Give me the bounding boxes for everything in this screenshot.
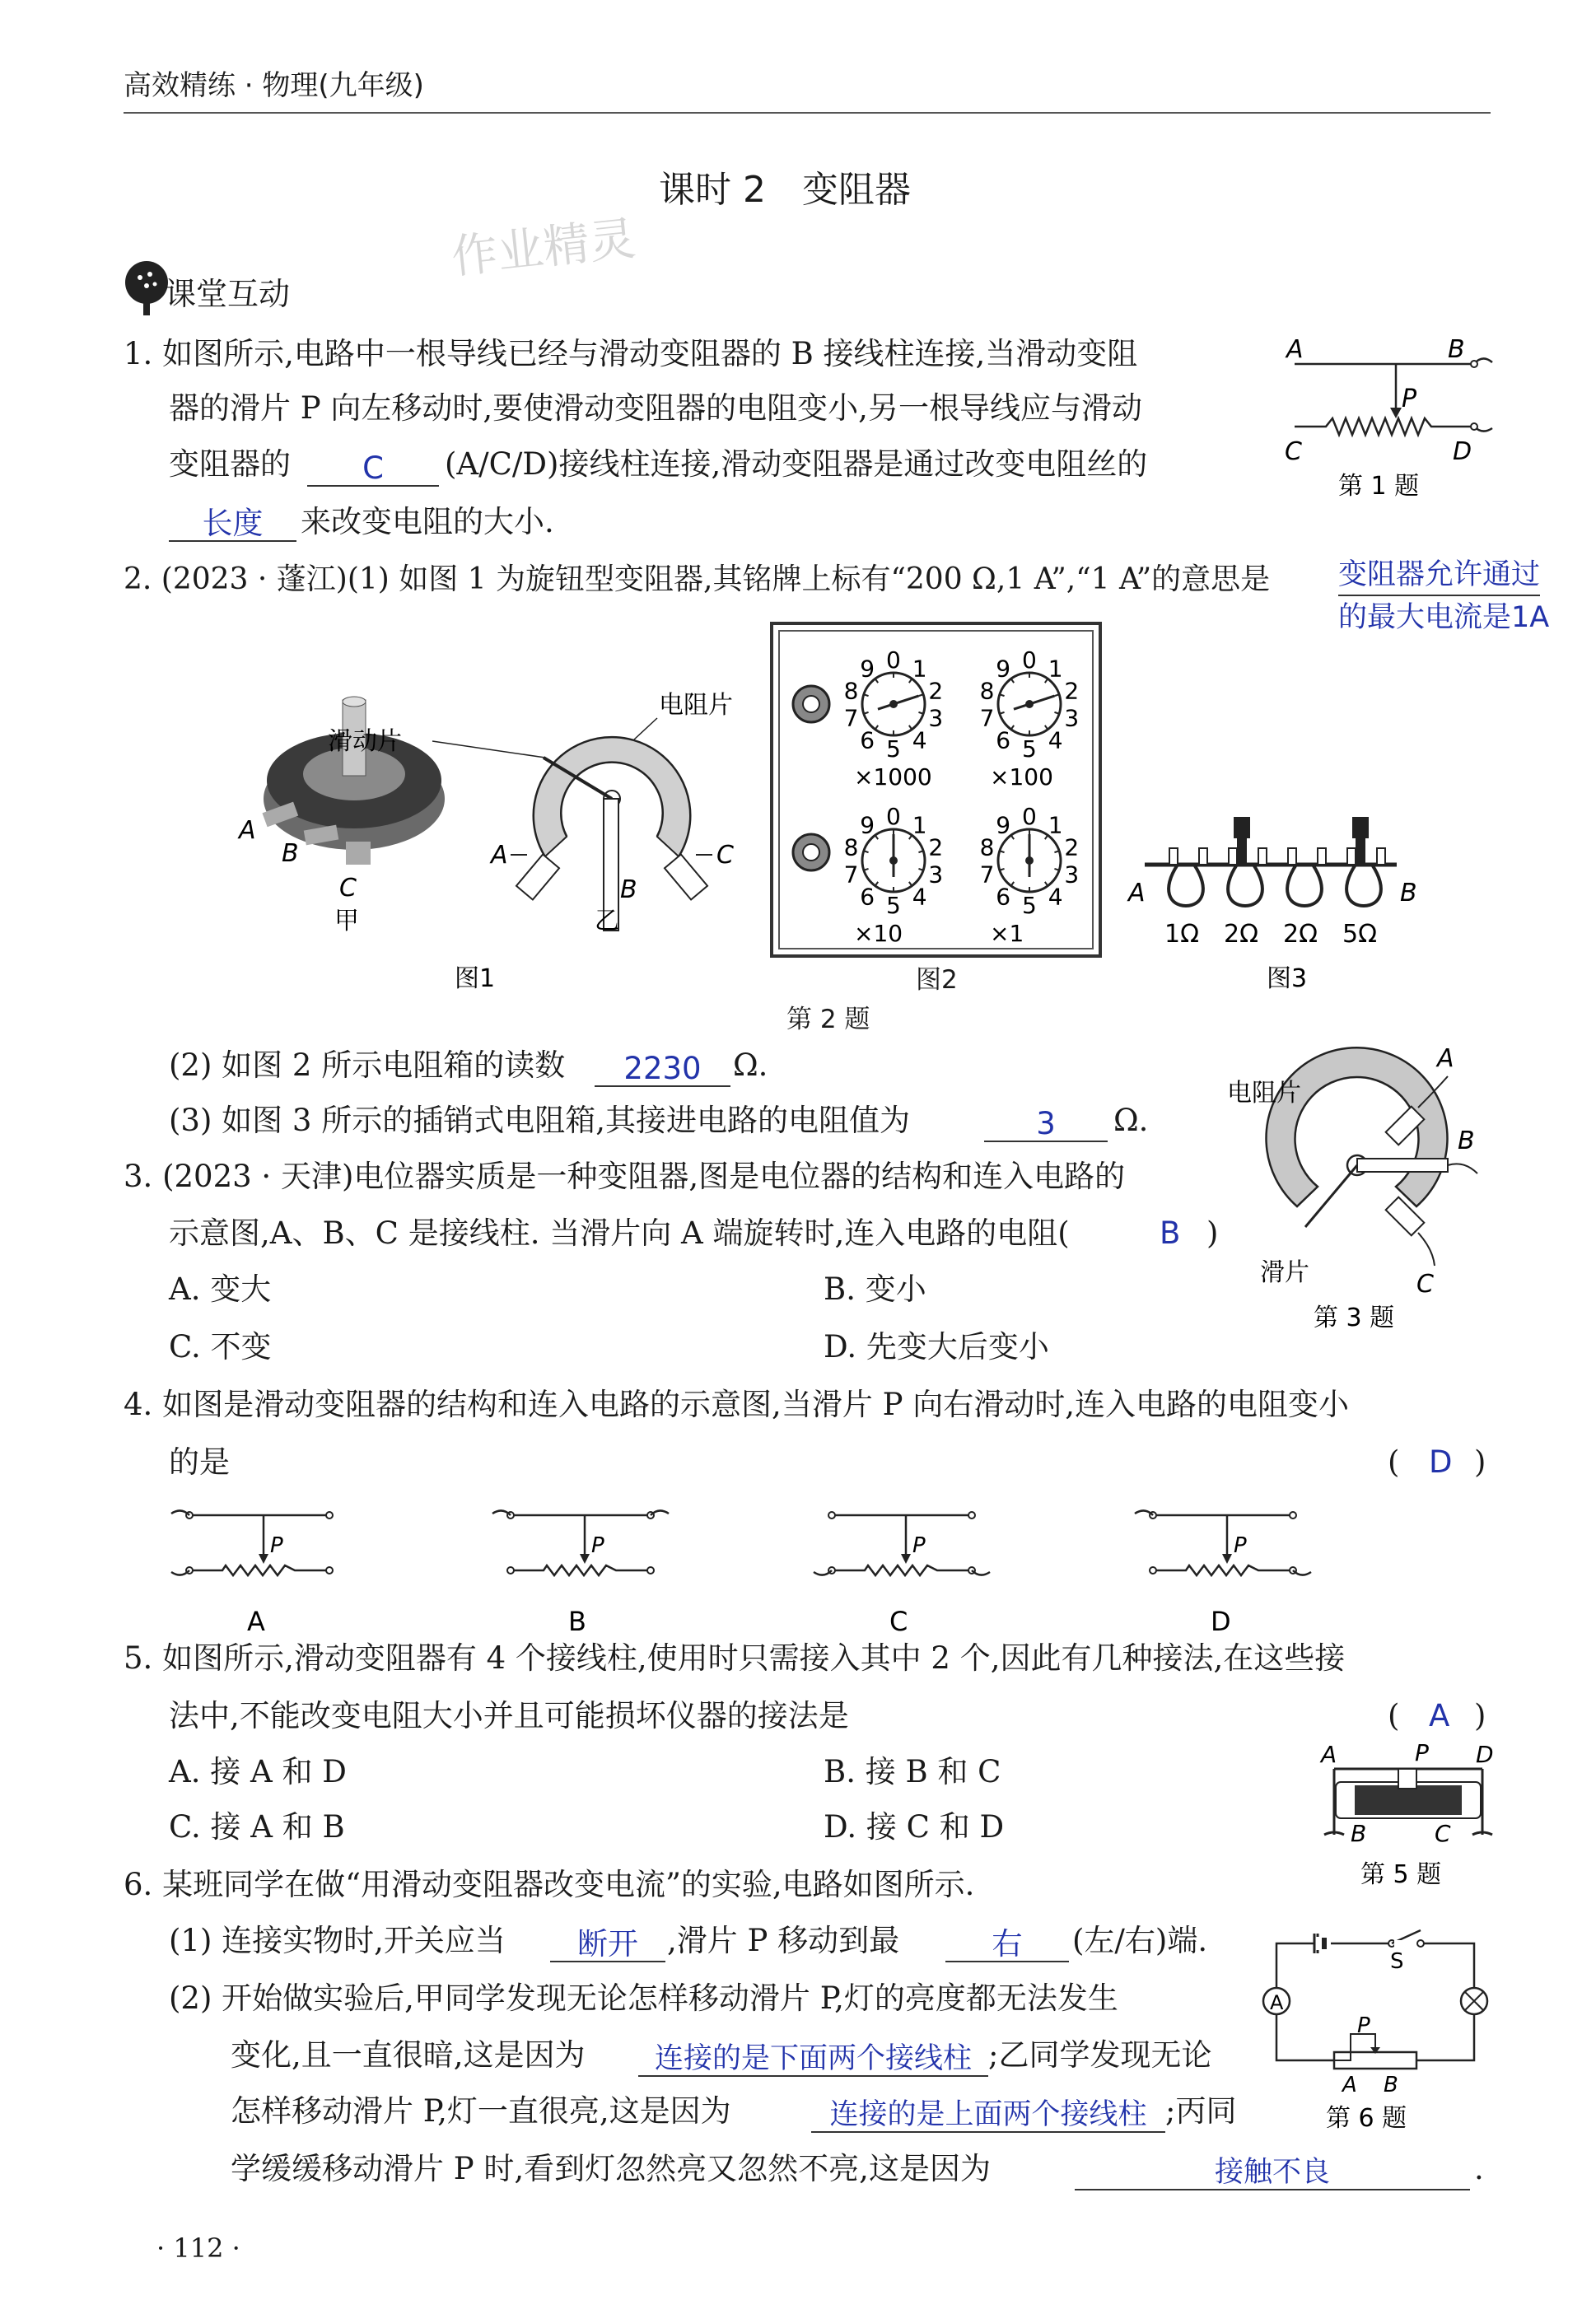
- fig2-digit: 3: [928, 704, 944, 732]
- q4-open: (: [1388, 1444, 1400, 1480]
- q3-fig-label-b: B: [1458, 1127, 1475, 1155]
- q3-option-d[interactable]: D. 先变大后变小: [824, 1329, 1049, 1365]
- q4-label-p: P: [1234, 1533, 1247, 1558]
- fig2-digit: 3: [1064, 704, 1080, 732]
- q4-slider-tip: [259, 1554, 268, 1564]
- q3-fig-sheet: 电阻片: [1227, 1079, 1301, 1108]
- fig3-value-2: 2Ω: [1224, 920, 1259, 949]
- q4-coil: [511, 1565, 651, 1575]
- header-rule: [124, 112, 1491, 114]
- fig2-digit: 1: [912, 655, 927, 683]
- q2-part2-unit: Ω.: [733, 1047, 768, 1083]
- fig2-digit: 6: [860, 726, 875, 754]
- fig2-digit: 0: [886, 646, 901, 674]
- fig2-terminal-core: [803, 696, 819, 712]
- q2-fig1: [239, 683, 766, 1005]
- fig2-digit: 4: [1048, 883, 1063, 911]
- fig2-digit: 8: [979, 677, 995, 705]
- q4-option-label[interactable]: B: [568, 1606, 586, 1637]
- fig2-digit: 4: [1048, 726, 1063, 754]
- q4-option-label[interactable]: A: [247, 1606, 265, 1637]
- q3-option-a[interactable]: A. 变大: [169, 1271, 272, 1307]
- q1-fig-label-b: B: [1448, 335, 1465, 364]
- q4-option-label[interactable]: D: [1211, 1606, 1231, 1637]
- q2-fig3: [1128, 807, 1425, 996]
- fig2-digit: 2: [928, 833, 944, 861]
- q1-fig-label-a: A: [1286, 335, 1304, 364]
- rotary-resistor-diagram: [511, 737, 712, 931]
- q4-option-label[interactable]: C: [889, 1606, 908, 1637]
- q6-part2-line3b: ;丙同: [1165, 2093, 1237, 2129]
- q6-part2-line4a: 学缓缓移动滑片 P 时,看到灯忽然亮又忽然不亮,这是因为: [231, 2151, 991, 2186]
- q6-fig-ammeter: A: [1270, 1991, 1284, 2014]
- fig2-digit: 0: [886, 803, 901, 830]
- q6-part1-answer1: 断开: [577, 1926, 638, 1962]
- fig2-multiplier: ×10: [854, 920, 903, 947]
- fig2-multiplier: ×1000: [854, 763, 932, 791]
- q2-part3-unit: Ω.: [1113, 1103, 1149, 1138]
- q4-terminal: [1290, 1512, 1296, 1519]
- q4-slider-tip: [1222, 1554, 1232, 1564]
- q4-line1: 4. 如图是滑动变阻器的结构和连入电路的示意图,当滑片 P 向右滑动时,连入电路的电阻变小: [124, 1387, 1350, 1422]
- q2-answer-a: 变阻器允许通过: [1338, 555, 1540, 596]
- fig1-label-c: C: [716, 841, 734, 870]
- q4-line2: 的是: [169, 1444, 230, 1480]
- fig2-digit: 2: [928, 677, 944, 705]
- q5-option-b[interactable]: B. 接 B 和 C: [824, 1754, 1001, 1789]
- fig2-digit: 2: [1064, 677, 1080, 705]
- q1-line4: 来改变电阻的大小.: [301, 504, 554, 539]
- q6-figure: [1260, 1919, 1499, 2133]
- fig1-yi: 乙: [595, 907, 619, 935]
- q2-part3-text: (3) 如图 3 所示的插销式电阻箱,其接进电路的电阻值为: [169, 1103, 910, 1138]
- q3-fig-slider: 滑片: [1260, 1258, 1309, 1287]
- q2-part2-blank[interactable]: [595, 1049, 730, 1087]
- fig1-label-c-photo: C: [339, 874, 357, 903]
- fig2-multiplier: ×1: [990, 920, 1024, 947]
- fig1-slider-label: 滑动片: [328, 727, 402, 756]
- q6-fig-a: A: [1342, 2073, 1357, 2097]
- q4-terminal: [647, 1567, 654, 1574]
- q2-caption: 第 2 题: [786, 1005, 870, 1034]
- q2-line1: 2. (2023 · 蓬江)(1) 如图 1 为旋钮型变阻器,其铭牌上标有“200 Ω,1 A”,“1 A”的意思是: [124, 562, 1271, 596]
- q5-option-c[interactable]: C. 接 A 和 B: [169, 1809, 345, 1845]
- q4-coil: [189, 1565, 329, 1575]
- q4-terminal: [828, 1512, 835, 1519]
- fig2-digit: 1: [1048, 655, 1063, 683]
- q3-option-b[interactable]: B. 变小: [824, 1271, 926, 1307]
- q2-fig2-dials: [770, 622, 1099, 1009]
- q6-fig-b: B: [1384, 2073, 1398, 2097]
- q4-terminal: [326, 1512, 333, 1519]
- q4-option-figures: [165, 1495, 1515, 1639]
- q1-line1: 1. 如图所示,电路中一根导线已经与滑动变阻器的 B 接线柱连接,当滑动变阻: [124, 336, 1138, 371]
- q3-option-c[interactable]: C. 不变: [169, 1329, 272, 1365]
- q5-fig-label-b: B: [1351, 1820, 1367, 1847]
- fig2-digit: 3: [928, 861, 944, 889]
- q6-fig-caption: 第 6 题: [1326, 2104, 1407, 2133]
- fig2-caption: 图2: [916, 965, 958, 995]
- q3-fig-label-a: A: [1437, 1044, 1454, 1073]
- q4-terminal: [326, 1567, 333, 1574]
- fig2-digit: 9: [996, 655, 1011, 683]
- q6-part2-line4b: .: [1474, 2151, 1484, 2186]
- fig1-jia: 甲: [334, 907, 359, 935]
- plug-cells: [1169, 817, 1385, 906]
- q1-answer1-blank[interactable]: [307, 449, 439, 487]
- q1-answer2-blank[interactable]: [169, 504, 296, 542]
- q6-part1-b: ,滑片 P 移动到最: [667, 1923, 900, 1958]
- fig2-digit: 8: [843, 833, 859, 861]
- fig3-value-4: 5Ω: [1342, 920, 1378, 949]
- q5-fig-label-d: D: [1476, 1741, 1494, 1768]
- tree-icon: [122, 259, 171, 317]
- fig2-digit: 1: [1048, 811, 1063, 839]
- fig2-digit: 7: [843, 861, 859, 889]
- q4-label-p: P: [270, 1533, 283, 1558]
- q1-line3b: (A/C/D)接线柱连接,滑动变阻器是通过改变电阻丝的: [445, 446, 1148, 482]
- q6-fig-p: P: [1357, 2013, 1370, 2038]
- fig2-digit: 5: [1022, 892, 1037, 919]
- fig2-digit: 9: [860, 655, 875, 683]
- fig3-label-b: B: [1400, 879, 1417, 907]
- fig2-digit: 0: [1022, 646, 1037, 674]
- q5-option-a[interactable]: A. 接 A 和 D: [169, 1754, 347, 1789]
- q2-part3-blank[interactable]: [984, 1104, 1108, 1142]
- q1-line2: 器的滑片 P 向左移动时,要使滑动变阻器的电阻变小,另一根导线应与滑动: [169, 390, 1142, 426]
- fig2-digit: 9: [860, 811, 875, 839]
- q5-figure: [1318, 1739, 1507, 1892]
- q3-answer: B: [1160, 1215, 1181, 1251]
- q4-label-p: P: [912, 1533, 926, 1558]
- fig1-label-b-photo: B: [282, 839, 299, 868]
- fig2-digit: 3: [1064, 861, 1080, 889]
- fig3-value-1: 1Ω: [1164, 920, 1200, 949]
- fig1-label-a-photo: A: [239, 816, 256, 845]
- q3-fig-caption: 第 3 题: [1314, 1304, 1395, 1332]
- q1-fig-caption: 第 1 题: [1338, 472, 1420, 501]
- q5-close: ): [1474, 1698, 1486, 1733]
- q6-part2-answer3: 接触不良: [1214, 2156, 1330, 2189]
- q5-fig-caption: 第 5 题: [1360, 1860, 1442, 1889]
- q4-coil: [832, 1565, 972, 1575]
- q5-fig-label-c: C: [1435, 1820, 1451, 1847]
- q3-close: ): [1206, 1215, 1219, 1251]
- fig1-label-a: A: [491, 841, 508, 870]
- q1-fig-label-c: C: [1285, 437, 1302, 466]
- fig2-digit: 5: [886, 892, 901, 919]
- fig3-caption: 图3: [1267, 964, 1308, 993]
- fig2-digit: 0: [1022, 803, 1037, 830]
- section-heading: 课堂互动: [165, 276, 291, 312]
- q6-part1-answer2: 右: [992, 1926, 1023, 1962]
- q3-figure: [1227, 1042, 1499, 1338]
- fig2-digit: 4: [912, 883, 927, 911]
- fig2-digit: 7: [979, 704, 995, 732]
- fig2-digit: 4: [912, 726, 927, 754]
- q6-part2-line3a: 怎样移动滑片 P,灯一直很亮,这是因为: [231, 2093, 731, 2129]
- fig2-digit: 6: [860, 883, 875, 911]
- book-header: 高效精练 · 物理(九年级): [124, 69, 424, 102]
- q6-part2-blank2[interactable]: [811, 2095, 1165, 2133]
- q2-answer-b: 的最大电流是1A: [1338, 601, 1550, 634]
- q5-line1: 5. 如图所示,滑动变阻器有 4 个接线柱,使用时只需接入其中 2 个,因此有几种接法,在这些接: [124, 1640, 1346, 1676]
- fig1-caption: 图1: [455, 964, 496, 993]
- q5-option-d[interactable]: D. 接 C 和 D: [824, 1809, 1005, 1845]
- q6-part2-answer1: 连接的是下面两个接线柱: [654, 2042, 972, 2075]
- q4-slider-tip: [901, 1554, 911, 1564]
- fig2-digit: 9: [996, 811, 1011, 839]
- fig2-digit: 7: [843, 704, 859, 732]
- q2-part2-text: (2) 如图 2 所示电阻箱的读数: [169, 1047, 566, 1083]
- fig2-digit: 8: [843, 677, 859, 705]
- q6-part2-blank1[interactable]: [638, 2039, 988, 2077]
- watermark: 作业精灵: [449, 212, 638, 285]
- q6-part2-line2b: ;乙同学发现无论: [988, 2037, 1212, 2073]
- q4-slider-tip: [580, 1554, 590, 1564]
- q5-fig-label-p: P: [1415, 1739, 1429, 1766]
- q4-label-p: P: [591, 1533, 604, 1558]
- q6-part2-answer2: 连接的是上面两个接线柱: [829, 2098, 1147, 2131]
- q3-line1: 3. (2023 · 天津)电位器实质是一种变阻器,图是电位器的结构和连入电路的: [124, 1159, 1126, 1194]
- q4-close: ): [1474, 1444, 1486, 1480]
- q4-terminal: [968, 1512, 975, 1519]
- fig2-digit: 7: [979, 861, 995, 889]
- q5-line2: 法中,不能改变电阻大小并且可能损坏仪器的接法是: [169, 1698, 849, 1733]
- q6-part1-blank2[interactable]: [945, 1924, 1069, 1962]
- fig3-value-3: 2Ω: [1283, 920, 1318, 949]
- q6-line1: 6. 某班同学在做“用滑动变阻器改变电流”的实验,电路如图所示.: [124, 1867, 975, 1902]
- q1-fig-label-p: P: [1402, 385, 1417, 413]
- q6-part2-line1: (2) 开始做实验后,甲同学发现无论怎样移动滑片 P,灯的亮度都无法发生: [169, 1980, 1118, 2016]
- q5-answer: A: [1429, 1698, 1450, 1733]
- q3-fig-label-c: C: [1416, 1270, 1434, 1299]
- fig3-label-a: A: [1128, 879, 1146, 907]
- q2-part2-answer: 2230: [623, 1051, 702, 1086]
- q3-line2: 示意图,A、B、C 是接线柱. 当滑片向 A 端旋转时,连入电路的电阻(: [169, 1215, 1070, 1251]
- q5-open: (: [1388, 1698, 1400, 1733]
- fig2-digit: 5: [1022, 735, 1037, 763]
- fig2-digit: 6: [996, 883, 1011, 911]
- q6-part1-c: (左/右)端.: [1072, 1923, 1208, 1958]
- fig2-multiplier: ×100: [990, 763, 1053, 791]
- q5-fig-label-a: A: [1321, 1741, 1337, 1768]
- q2-part3-answer: 3: [1036, 1106, 1056, 1141]
- q1-answer1: C: [362, 450, 384, 486]
- fig2-digit: 8: [979, 833, 995, 861]
- q4-terminal: [507, 1567, 514, 1574]
- q6-part1-blank1[interactable]: [550, 1924, 665, 1962]
- q4-coil: [1153, 1565, 1293, 1575]
- lesson-title: 课时 2 变阻器: [659, 169, 911, 211]
- q6-fig-switch: S: [1390, 1949, 1404, 1974]
- q6-part1-a: (1) 连接实物时,开关应当: [169, 1923, 506, 1958]
- page-number: · 112 ·: [156, 2232, 240, 2264]
- fig2-digit: 1: [912, 811, 927, 839]
- q4-terminal: [1150, 1567, 1156, 1574]
- fig2-digit: 5: [886, 735, 901, 763]
- fig2-terminal-core: [803, 844, 819, 861]
- q6-part2-blank3[interactable]: [1075, 2153, 1470, 2190]
- fig1-label-b: B: [620, 875, 637, 904]
- q1-line3a: 变阻器的: [169, 446, 291, 482]
- q4-answer: D: [1429, 1444, 1453, 1480]
- q1-figure: [1276, 329, 1507, 511]
- q1-fig-label-d: D: [1453, 437, 1472, 466]
- fig2-digit: 2: [1064, 833, 1080, 861]
- fig2-digit: 6: [996, 726, 1011, 754]
- q1-answer2: 长度: [202, 506, 264, 541]
- fig1-sheet-label: 电阻片: [659, 691, 733, 720]
- q6-part2-line2a: 变化,且一直很暗,这是因为: [231, 2037, 586, 2073]
